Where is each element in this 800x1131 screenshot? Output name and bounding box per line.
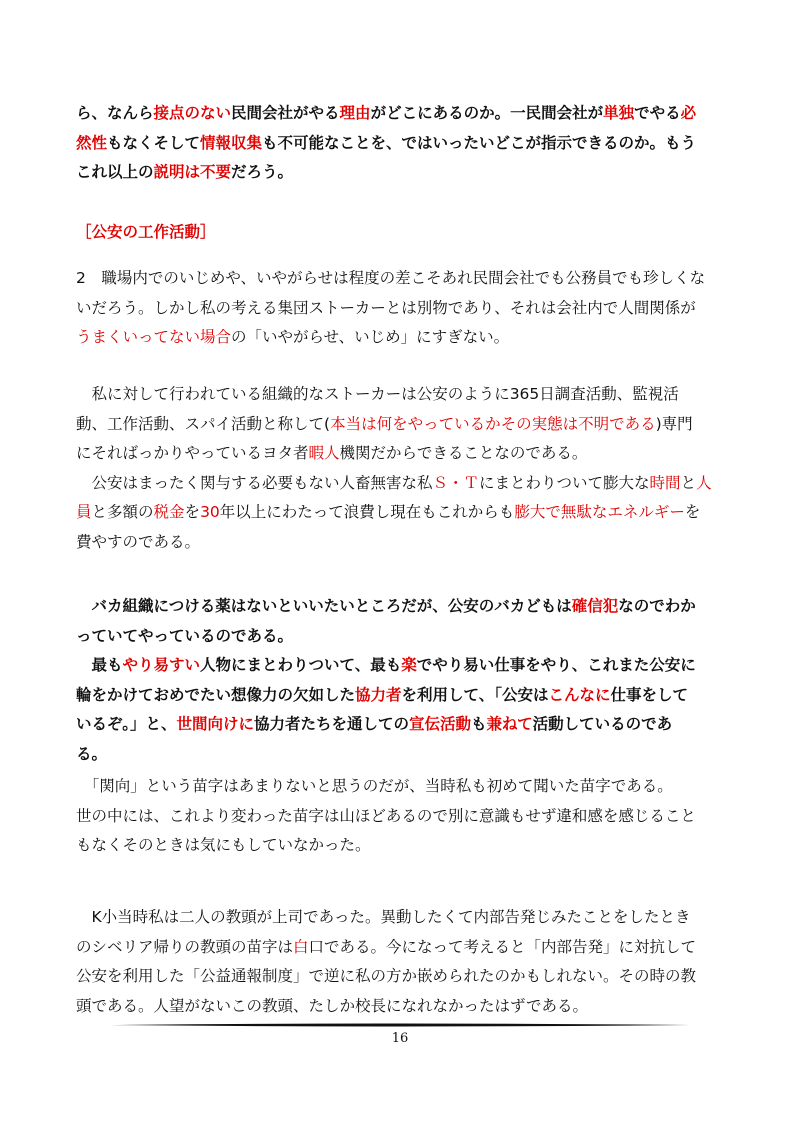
text-run: 仕事をして	[610, 685, 689, 704]
text-run: を	[184, 503, 201, 521]
text-run: いだろう。しかし私の考える集団ストーカーとは別物であり、それは会社内で人間関係が	[76, 298, 696, 317]
text-run: る。	[76, 744, 108, 763]
text-run: にそればっかりやっているヨタ者	[76, 444, 309, 462]
text-run: 機関だからできることなのである。	[339, 444, 588, 462]
text-line	[76, 651, 728, 681]
text-line	[76, 962, 728, 992]
text-run: 2 職場内でのいじめや、いやがらせは程度の差こそあれ民間会社でも公務員でも珍しくな	[76, 269, 706, 287]
footer-rule	[110, 1022, 690, 1028]
text-run: バカ組織につける薬はないといいたいところだが、公安のバカどもは	[76, 597, 572, 615]
text-line	[76, 802, 728, 832]
text-line	[76, 740, 728, 770]
text-run: なのでわか	[618, 597, 696, 615]
text-run: 「関向」という苗字はあまりないと思うのだが、当時私も初めて聞いた苗字である。	[76, 777, 673, 795]
text-run: 輪をかけておめでたい想像力の欠如した	[76, 685, 356, 704]
text-line	[76, 831, 728, 861]
page-number: 16	[391, 1031, 409, 1046]
highlighted-text: 膨大で無駄なエネルギー	[514, 503, 685, 521]
highlighted-text: 税金	[153, 503, 185, 521]
highlighted-text: 30	[200, 503, 220, 521]
paragraph-foolish-organization	[76, 592, 728, 769]
text-line	[76, 158, 728, 188]
text-run: と多額の	[91, 503, 154, 521]
text-run: )専門	[655, 414, 693, 433]
highlighted-text: 宣伝活動	[408, 715, 471, 733]
text-run: だろう。	[231, 163, 294, 181]
text-run: 年以上にわたって浪費し現在もこれからも	[219, 503, 515, 521]
text-run: いるぞ。」と、	[76, 715, 177, 733]
text-run: 世の中には、これより変わった苗字は山ほどあるので別に意識もせず違和感を感じること	[76, 806, 696, 825]
text-run: と	[680, 473, 697, 492]
text-line	[76, 294, 728, 324]
text-run: を利用して、「公安は	[401, 685, 549, 704]
highlighted-text: 時間	[649, 473, 681, 492]
text-line	[76, 622, 728, 652]
text-run: 公安はまったく関与する必要もない人畜無害な私	[76, 473, 433, 492]
paragraph-vice-principal	[76, 903, 728, 1021]
text-run: でやり易い仕事をやり、これまた公安に	[416, 656, 696, 674]
text-run: K小当時私は二人の教頭が上司であった。異動したくて内部告発じみたことをしたとき	[76, 908, 691, 926]
text-run: にまとわりついて膨大な	[479, 473, 650, 492]
text-run: 公安を利用した「公益通報制度」で逆に私の方か嵌められたのかもしれない。その時の教	[76, 967, 697, 985]
text-run: 動、工作活動、スパイ活動と称して(	[76, 414, 331, 433]
highlighted-text: 単独	[603, 104, 635, 122]
text-run: っていてやっているのである。	[76, 626, 294, 645]
highlighted-text: こんなに	[548, 685, 611, 704]
text-run: がどこにあるのか。一民間会社が	[370, 104, 604, 122]
highlighted-text: 協力者	[355, 685, 402, 704]
text-line	[76, 528, 728, 558]
text-line	[76, 380, 728, 410]
text-line	[76, 710, 728, 740]
text-run: これ以上の	[76, 163, 154, 181]
text-run: 口である。今になって考えると「内部告発」に対抗して	[308, 937, 697, 956]
text-run: も	[471, 715, 487, 733]
text-line	[76, 681, 728, 711]
text-line	[76, 99, 728, 129]
highlighted-text: やり易すい	[122, 656, 201, 674]
text-run: でやる	[634, 104, 681, 122]
highlighted-text: ［公安の工作活動］	[76, 223, 216, 241]
text-run: もなくそして	[107, 133, 201, 152]
highlighted-text: 説明は不要	[153, 163, 232, 181]
highlighted-text: 人	[696, 473, 712, 492]
paragraph-surname	[76, 772, 728, 861]
text-line	[76, 410, 728, 440]
text-run: の「いやがらせ、いじめ」にすぎない。	[231, 328, 510, 346]
text-run: 私に対して行われている組織的なストーカーは公安のように365日調査活動、監視活	[76, 385, 679, 403]
highlighted-text: 本当は何をやっているかその実態は不明である	[330, 414, 656, 433]
text-run: ら、なんら	[76, 104, 154, 122]
text-line	[76, 264, 728, 294]
highlighted-text: うまくいってない場合	[76, 328, 232, 346]
text-run: 人物にまとわりついて、最も	[200, 656, 402, 674]
highlighted-text: 然性	[76, 133, 108, 152]
text-run: 民間会社がやる	[231, 104, 340, 122]
text-line	[76, 498, 728, 528]
highlighted-text: 確信犯	[571, 597, 619, 615]
text-run: もなくそのときは気にもしていなかった。	[76, 836, 371, 854]
highlighted-text: 楽	[401, 656, 417, 674]
section-heading	[76, 218, 728, 248]
text-line	[76, 992, 728, 1022]
text-line	[76, 592, 728, 622]
text-line	[76, 469, 728, 499]
highlighted-text: Ｓ・Ｔ	[432, 473, 480, 492]
text-line	[76, 129, 728, 159]
text-line	[76, 323, 728, 353]
paragraph-workplace	[76, 264, 728, 353]
highlighted-text: 世間向けに	[176, 715, 254, 733]
text-run: のシベリア帰りの教頭の苗字は	[76, 937, 294, 956]
highlighted-text: 理由	[339, 104, 371, 122]
text-run: を	[684, 503, 701, 521]
text-run: 費やすのである。	[76, 532, 201, 551]
highlighted-text: 員	[76, 503, 92, 521]
highlighted-text: 情報収集	[200, 133, 263, 152]
highlighted-text: 白	[293, 937, 309, 956]
text-run: も不可能なことを、ではいったいどこが指示できるのか。もう	[262, 133, 697, 152]
text-line	[76, 933, 728, 963]
text-line	[76, 218, 728, 248]
text-line	[76, 903, 728, 933]
text-line	[76, 772, 728, 802]
highlighted-text: 必	[680, 104, 697, 122]
text-run: 協力者たちを通しての	[253, 715, 409, 733]
text-run: 頭である。人望がないこの教頭、たしか校長になれなかったはずである。	[76, 996, 588, 1015]
highlighted-text: 接点のない	[153, 104, 232, 122]
highlighted-text: 兼ねて	[486, 715, 533, 733]
text-run: 活動しているのであ	[532, 715, 673, 733]
paragraph-intro	[76, 99, 728, 188]
highlighted-text: 暇人	[308, 444, 340, 462]
paragraph-organized-stalker	[76, 380, 728, 557]
text-line	[76, 439, 728, 469]
text-run: 最も	[76, 656, 123, 674]
